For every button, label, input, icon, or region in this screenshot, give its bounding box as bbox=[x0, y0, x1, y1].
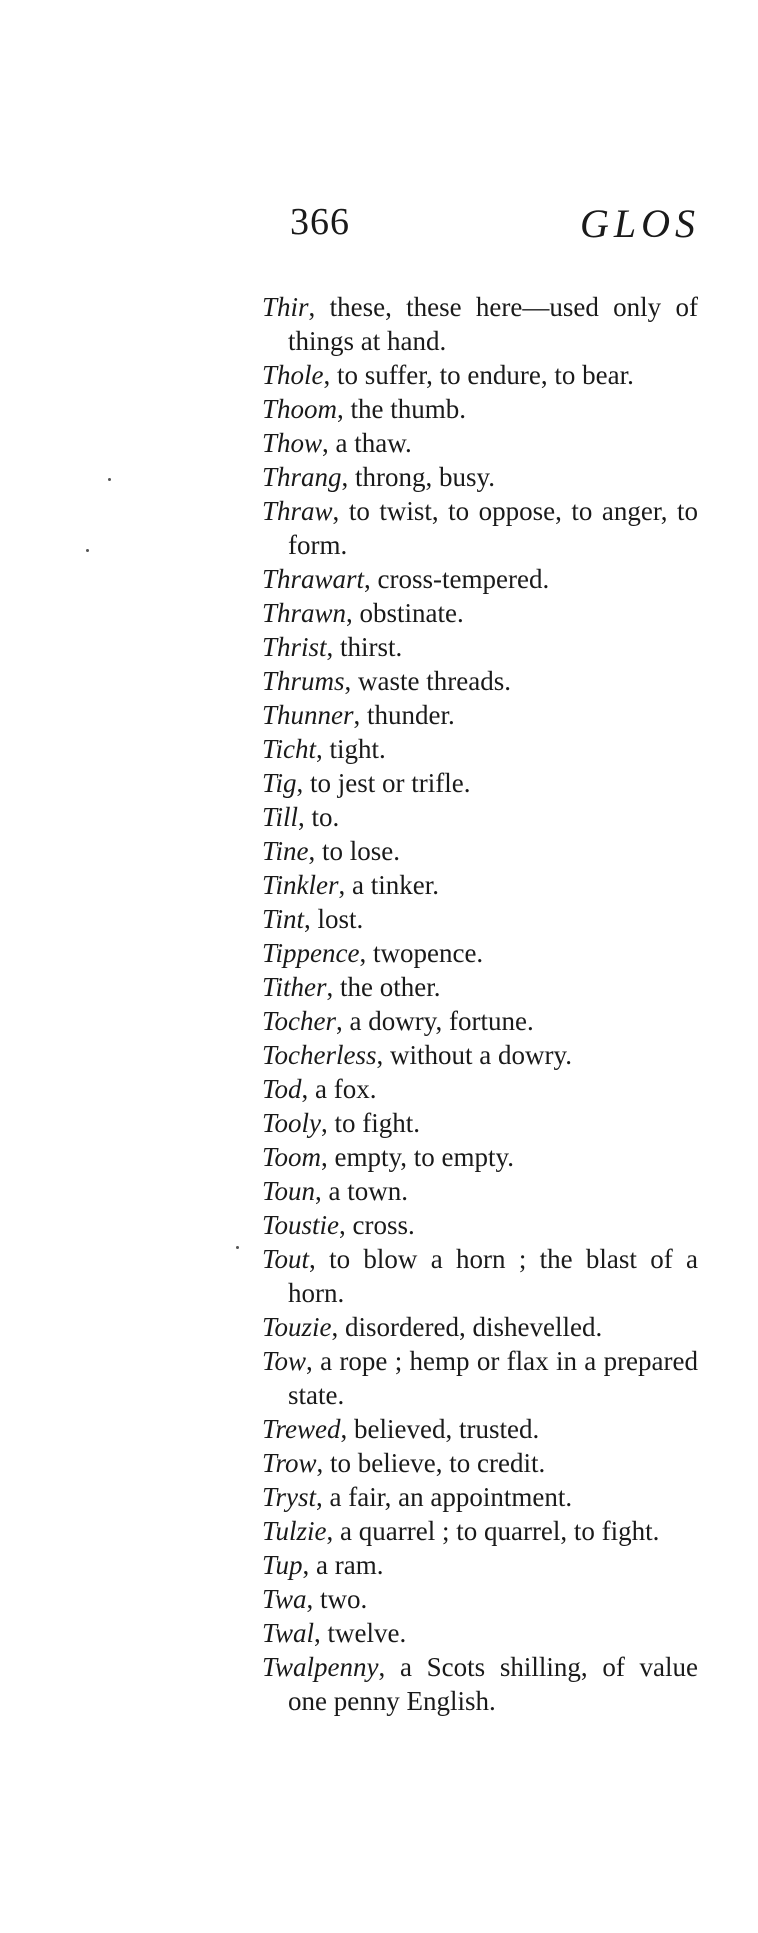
entry-term: Toom bbox=[262, 1142, 322, 1172]
glossary-entry: Trow, to believe, to credit. bbox=[262, 1448, 546, 1478]
entry-definition: a fair, an appointment. bbox=[329, 1482, 573, 1512]
glossary-entry: Thrums, waste threads. bbox=[262, 666, 511, 696]
glossary-entry: Tine, to lose. bbox=[262, 836, 401, 866]
entry-definition: obstinate. bbox=[359, 598, 464, 628]
entry-term: Tippence bbox=[262, 938, 360, 968]
glossary-entry: Tow, a rope ; hemp or flax in a prepared state. bbox=[262, 1346, 698, 1410]
entry-definition: to. bbox=[311, 802, 340, 832]
entry-definition: cross-tempered. bbox=[377, 564, 550, 594]
glossary-list bbox=[262, 290, 698, 1718]
entry-term: Tocherless bbox=[262, 1040, 377, 1070]
entry-term: Till bbox=[262, 802, 299, 832]
entry-term: Twalpenny bbox=[262, 1652, 379, 1682]
entry-definition: to suffer, to endure, to bear. bbox=[337, 360, 634, 390]
glossary-entry: Thow, a thaw. bbox=[262, 428, 412, 458]
entry-definition: a fox. bbox=[315, 1074, 377, 1104]
glossary-entry: Tup, a ram. bbox=[262, 1550, 384, 1580]
entry-definition: a tinker. bbox=[352, 870, 439, 900]
entry-definition: a ram. bbox=[316, 1550, 384, 1580]
entry-definition: cross. bbox=[352, 1210, 415, 1240]
entry-definition: waste threads. bbox=[358, 666, 511, 696]
entry-definition: the thumb. bbox=[350, 394, 467, 424]
glossary-entry: Twal, twelve. bbox=[262, 1618, 407, 1648]
margin-speck bbox=[236, 1246, 239, 1249]
margin-speck bbox=[108, 478, 111, 481]
entry-term: Thole bbox=[262, 360, 324, 390]
glossary-entry: Thrang, throng, busy. bbox=[262, 462, 496, 492]
entry-definition: believed, trusted. bbox=[354, 1414, 540, 1444]
entry-definition: to fight. bbox=[334, 1108, 421, 1138]
glossary-entry: Thunner, thunder. bbox=[262, 700, 455, 730]
entry-definition: two. bbox=[320, 1584, 368, 1614]
entry-definition: a Scots shilling, of value one penny English. bbox=[288, 1652, 699, 1716]
entry-term: Tine bbox=[262, 836, 309, 866]
entry-definition: tight. bbox=[329, 734, 386, 764]
entry-definition: a rope ; hemp or flax in a prepared state. bbox=[288, 1346, 698, 1410]
glossary-entry: Tint, lost. bbox=[262, 904, 364, 934]
entry-definition: twopence. bbox=[372, 938, 484, 968]
entry-term: Tint bbox=[262, 904, 305, 934]
entry-term: Thraw bbox=[262, 496, 333, 526]
entry-term: Thunner bbox=[262, 700, 354, 730]
glossary-entry: Thrist, thirst. bbox=[262, 632, 403, 662]
glossary-entry: Tig, to jest or trifle. bbox=[262, 768, 471, 798]
running-head: GLOS bbox=[580, 201, 701, 246]
entry-definition: to believe, to credit. bbox=[330, 1448, 546, 1478]
page-number: 366 bbox=[290, 201, 350, 243]
entry-term: Ticht bbox=[262, 734, 317, 764]
entry-definition: thunder. bbox=[367, 700, 455, 730]
entry-term: Thow bbox=[262, 428, 323, 458]
glossary-entry: Trewed, believed, trusted. bbox=[262, 1414, 540, 1444]
glossary-entry: Toun, a town. bbox=[262, 1176, 409, 1206]
entry-term: Tulzie bbox=[262, 1516, 327, 1546]
entry-term: Thrang bbox=[262, 462, 342, 492]
entry-definition: a dowry, fortune. bbox=[349, 1006, 534, 1036]
entry-term: Tither bbox=[262, 972, 327, 1002]
glossary-entry: Thoom, the thumb. bbox=[262, 394, 467, 424]
glossary-entry: Tippence, twopence. bbox=[262, 938, 484, 968]
entry-term: Twal bbox=[262, 1618, 315, 1648]
entry-definition: without a dowry. bbox=[390, 1040, 572, 1070]
glossary-entry: Tout, to blow a horn ; the blast of a horn. bbox=[262, 1244, 699, 1308]
glossary-entry: Twalpenny, a Scots shilling, of value one penny English. bbox=[262, 1652, 699, 1716]
entry-term: Thrawart bbox=[262, 564, 365, 594]
glossary-entry: Tod, a fox. bbox=[262, 1074, 377, 1104]
entry-term: Tinkler bbox=[262, 870, 339, 900]
glossary-entry: Thole, to suffer, to endure, to bear. bbox=[262, 360, 634, 390]
glossary-entry: Ticht, tight. bbox=[262, 734, 386, 764]
glossary-entry: Tither, the other. bbox=[262, 972, 441, 1002]
entry-definition: twelve. bbox=[327, 1618, 407, 1648]
glossary-entry: Till, to. bbox=[262, 802, 340, 832]
glossary-entry: Toom, empty, to empty. bbox=[262, 1142, 515, 1172]
entry-definition: empty, to empty. bbox=[334, 1142, 515, 1172]
glossary-entry: Touzie, disordered, dishevelled. bbox=[262, 1312, 603, 1342]
entry-definition: a town. bbox=[328, 1176, 409, 1206]
entry-definition: a quarrel ; to quarrel, to fight. bbox=[340, 1516, 660, 1546]
glossary-entry: Thrawn, obstinate. bbox=[262, 598, 464, 628]
entry-term: Thrist bbox=[262, 632, 327, 662]
entry-definition: to lose. bbox=[322, 836, 401, 866]
glossary-entry: Tocher, a dowry, fortune. bbox=[262, 1006, 534, 1036]
glossary-entry: Tinkler, a tinker. bbox=[262, 870, 439, 900]
entry-definition: to blow a horn ; the blast of a horn. bbox=[288, 1244, 699, 1308]
entry-definition: a thaw. bbox=[335, 428, 412, 458]
glossary-entry: Tocherless, without a dowry. bbox=[262, 1040, 572, 1070]
entry-term: Tryst bbox=[262, 1482, 317, 1512]
entry-definition: these, these here—used only of things at hand. bbox=[288, 292, 698, 356]
entry-term: Thrums bbox=[262, 666, 345, 696]
entry-definition: lost. bbox=[317, 904, 364, 934]
entry-term: Thoom bbox=[262, 394, 338, 424]
glossary-entry: Tulzie, a quarrel ; to quarrel, to fight. bbox=[262, 1516, 660, 1546]
margin-speck bbox=[86, 549, 89, 552]
entry-term: Thir bbox=[262, 292, 309, 322]
entry-term: Tooly bbox=[262, 1108, 322, 1138]
entry-term: Trewed bbox=[262, 1414, 341, 1444]
entry-term: Twa bbox=[262, 1584, 307, 1614]
glossary-entry: Thrawart, cross-tempered. bbox=[262, 564, 550, 594]
entry-definition: thirst. bbox=[340, 632, 403, 662]
entry-term: Thrawn bbox=[262, 598, 347, 628]
glossary-entry: Thraw, to twist, to oppose, to anger, to form. bbox=[262, 496, 699, 560]
entry-term: Touzie bbox=[262, 1312, 332, 1342]
entry-definition: throng, busy. bbox=[355, 462, 496, 492]
entry-term: Toun bbox=[262, 1176, 316, 1206]
glossary-entry: Twa, two. bbox=[262, 1584, 368, 1614]
entry-term: Tout bbox=[262, 1244, 310, 1274]
entry-term: Trow bbox=[262, 1448, 317, 1478]
glossary-entry: Tryst, a fair, an appointment. bbox=[262, 1482, 573, 1512]
entry-term: Tig bbox=[262, 768, 297, 798]
glossary-entry: Toustie, cross. bbox=[262, 1210, 415, 1240]
entry-definition: to jest or trifle. bbox=[310, 768, 471, 798]
entry-term: Tocher bbox=[262, 1006, 337, 1036]
entry-term: Toustie bbox=[262, 1210, 340, 1240]
glossary-entry: Thir, these, these here—used only of things at hand. bbox=[262, 292, 698, 356]
entry-term: Tow bbox=[262, 1346, 307, 1376]
entry-definition: disordered, dishevelled. bbox=[345, 1312, 603, 1342]
glossary-entry: Tooly, to fight. bbox=[262, 1108, 421, 1138]
entry-term: Tup bbox=[262, 1550, 303, 1580]
entry-definition: the other. bbox=[340, 972, 441, 1002]
entry-definition: to twist, to oppose, to anger, to form. bbox=[288, 496, 699, 560]
entry-term: Tod bbox=[262, 1074, 302, 1104]
